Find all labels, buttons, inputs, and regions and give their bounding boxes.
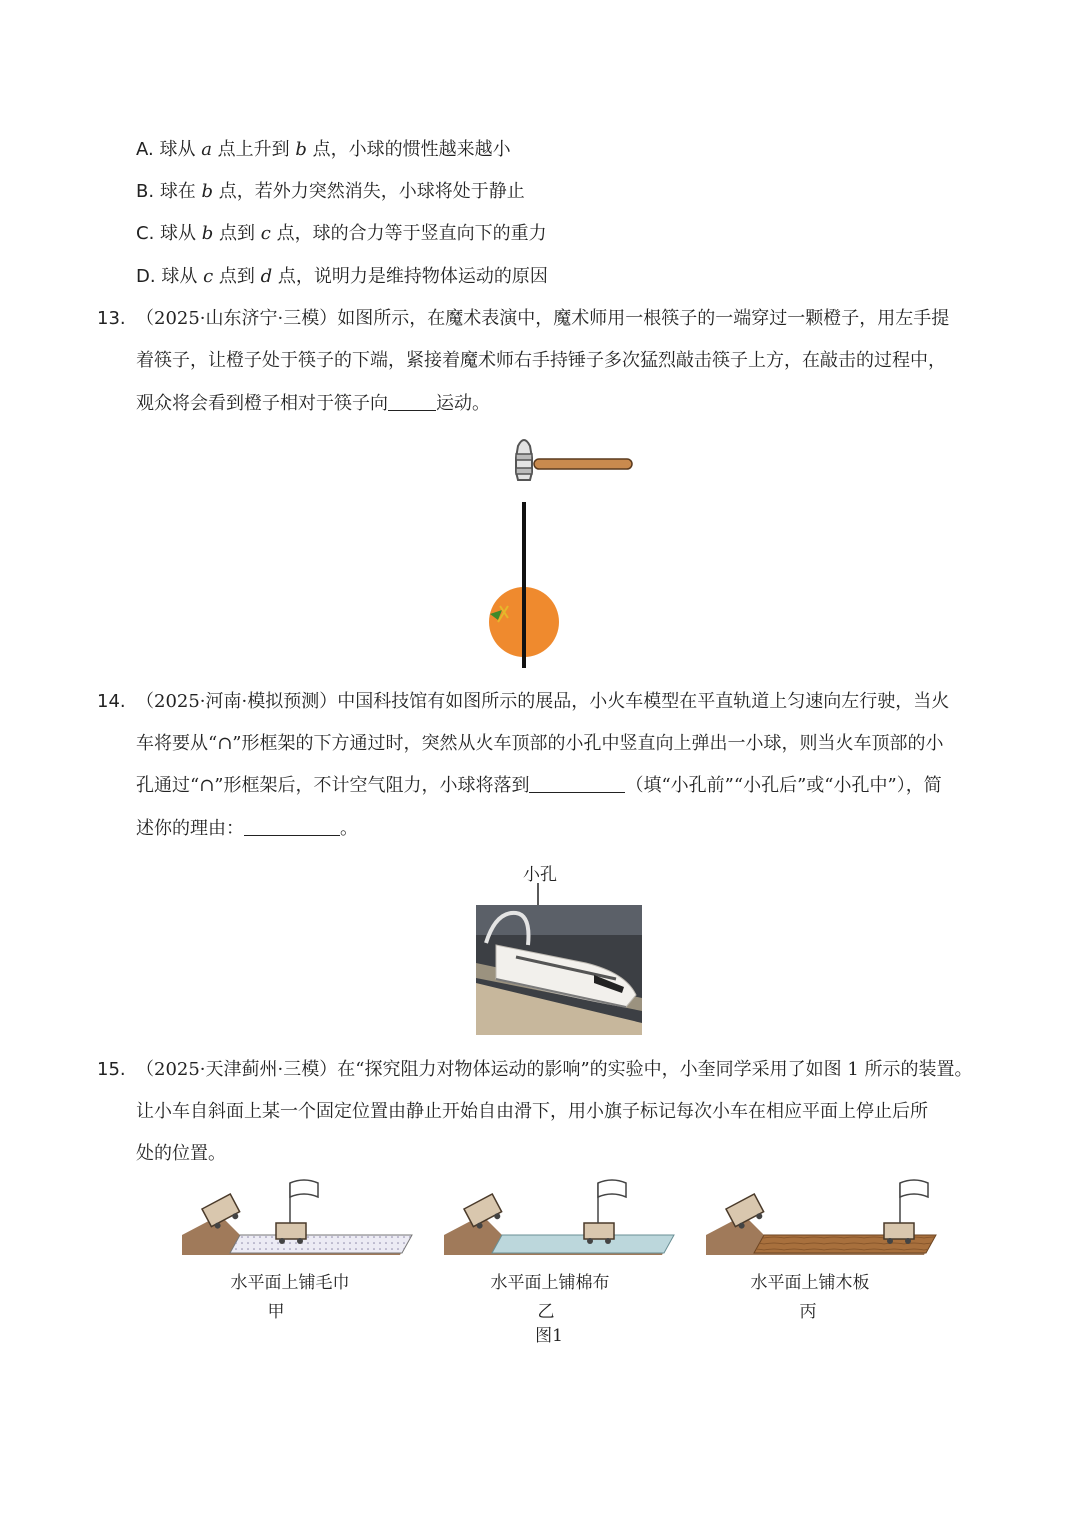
hammer-icon xyxy=(516,440,632,480)
panel-towel xyxy=(182,1180,412,1255)
question-15-line-1: （2025·天津蓟州·三模）在“探究阻力对物体运动的影响”的实验中，小奎同学采用了如图 1 所示的装置。 xyxy=(136,1059,973,1080)
train-model-photo xyxy=(476,883,642,1035)
answer-blank-14-position[interactable] xyxy=(529,774,625,793)
question-13-line-2: 着筷子，让橙子处于筷子的下端，紧接着魔术师右手持锤子多次猛烈敲击筷子上方，在敲击的过程中， xyxy=(136,350,946,371)
panel-label-2: 乙 xyxy=(537,1302,555,1322)
question-14-line-1: （2025·河南·模拟预测）中国科技馆有如图所示的展品，小火车模型在平直轨道上匀速向左行驶，当火 xyxy=(136,691,950,712)
panel-label-1: 甲 xyxy=(267,1302,285,1322)
option-b[interactable]: B. 球在 b 点，若外力突然消失，小球将处于静止 xyxy=(136,181,525,202)
question-15-line-2: 让小车自斜面上某一个固定位置由静止开始自由滑下，用小旗子标记每次小车在相应平面上停止后所 xyxy=(136,1101,928,1122)
question-15-number: 15. xyxy=(97,1059,126,1080)
hammer-orange-figure xyxy=(480,432,650,672)
flag-icon xyxy=(290,1180,318,1223)
option-a[interactable]: A. 球从 a 点上升到 b 点，小球的惯性越来越小 xyxy=(136,139,511,160)
question-14-line-3: 孔通过“∩”形框架后，不计空气阻力，小球将落到 （填“小孔前”“小孔后”或“小孔中”），简 xyxy=(136,775,942,796)
panel-cotton xyxy=(444,1180,674,1255)
option-d[interactable]: D. 球从 c 点到 d 点，说明力是维持物体运动的原因 xyxy=(136,266,548,287)
option-c[interactable]: C. 球从 b 点到 c 点，球的合力等于竖直向下的重力 xyxy=(136,223,547,244)
question-14-line-2: 车将要从“∩”形框架的下方通过时，突然从火车顶部的小孔中竖直向上弹出一小球，则当火车顶部的小 xyxy=(136,733,944,754)
panel-caption-3: 水平面上铺木板 xyxy=(750,1273,870,1293)
question-14-line-4: 述你的理由： 。 xyxy=(136,818,358,839)
flag-icon xyxy=(598,1180,626,1223)
question-13-line-1: （2025·山东济宁·三模）如图所示，在魔术表演中，魔术师用一根筷子的一端穿过一颗橙子，用左手提 xyxy=(136,308,950,329)
experiment-figure-1 xyxy=(180,1175,940,1265)
figure-caption: 图1 xyxy=(535,1326,563,1346)
question-14-number: 14. xyxy=(97,691,126,712)
answer-blank-14-reason[interactable] xyxy=(244,817,340,836)
panel-wood xyxy=(706,1180,936,1255)
photo-label-hole: 小孔 xyxy=(523,865,557,885)
answer-blank-13[interactable] xyxy=(388,392,436,411)
question-15-line-3: 处的位置。 xyxy=(136,1143,226,1164)
panel-label-3: 丙 xyxy=(799,1302,817,1322)
question-13-number: 13. xyxy=(97,308,126,329)
question-13-line-3: 观众将会看到橙子相对于筷子向 运动。 xyxy=(136,393,490,414)
orange-icon xyxy=(489,587,559,657)
panel-caption-2: 水平面上铺棉布 xyxy=(490,1273,610,1293)
flag-icon xyxy=(900,1180,928,1223)
panel-caption-1: 水平面上铺毛巾 xyxy=(230,1273,350,1293)
